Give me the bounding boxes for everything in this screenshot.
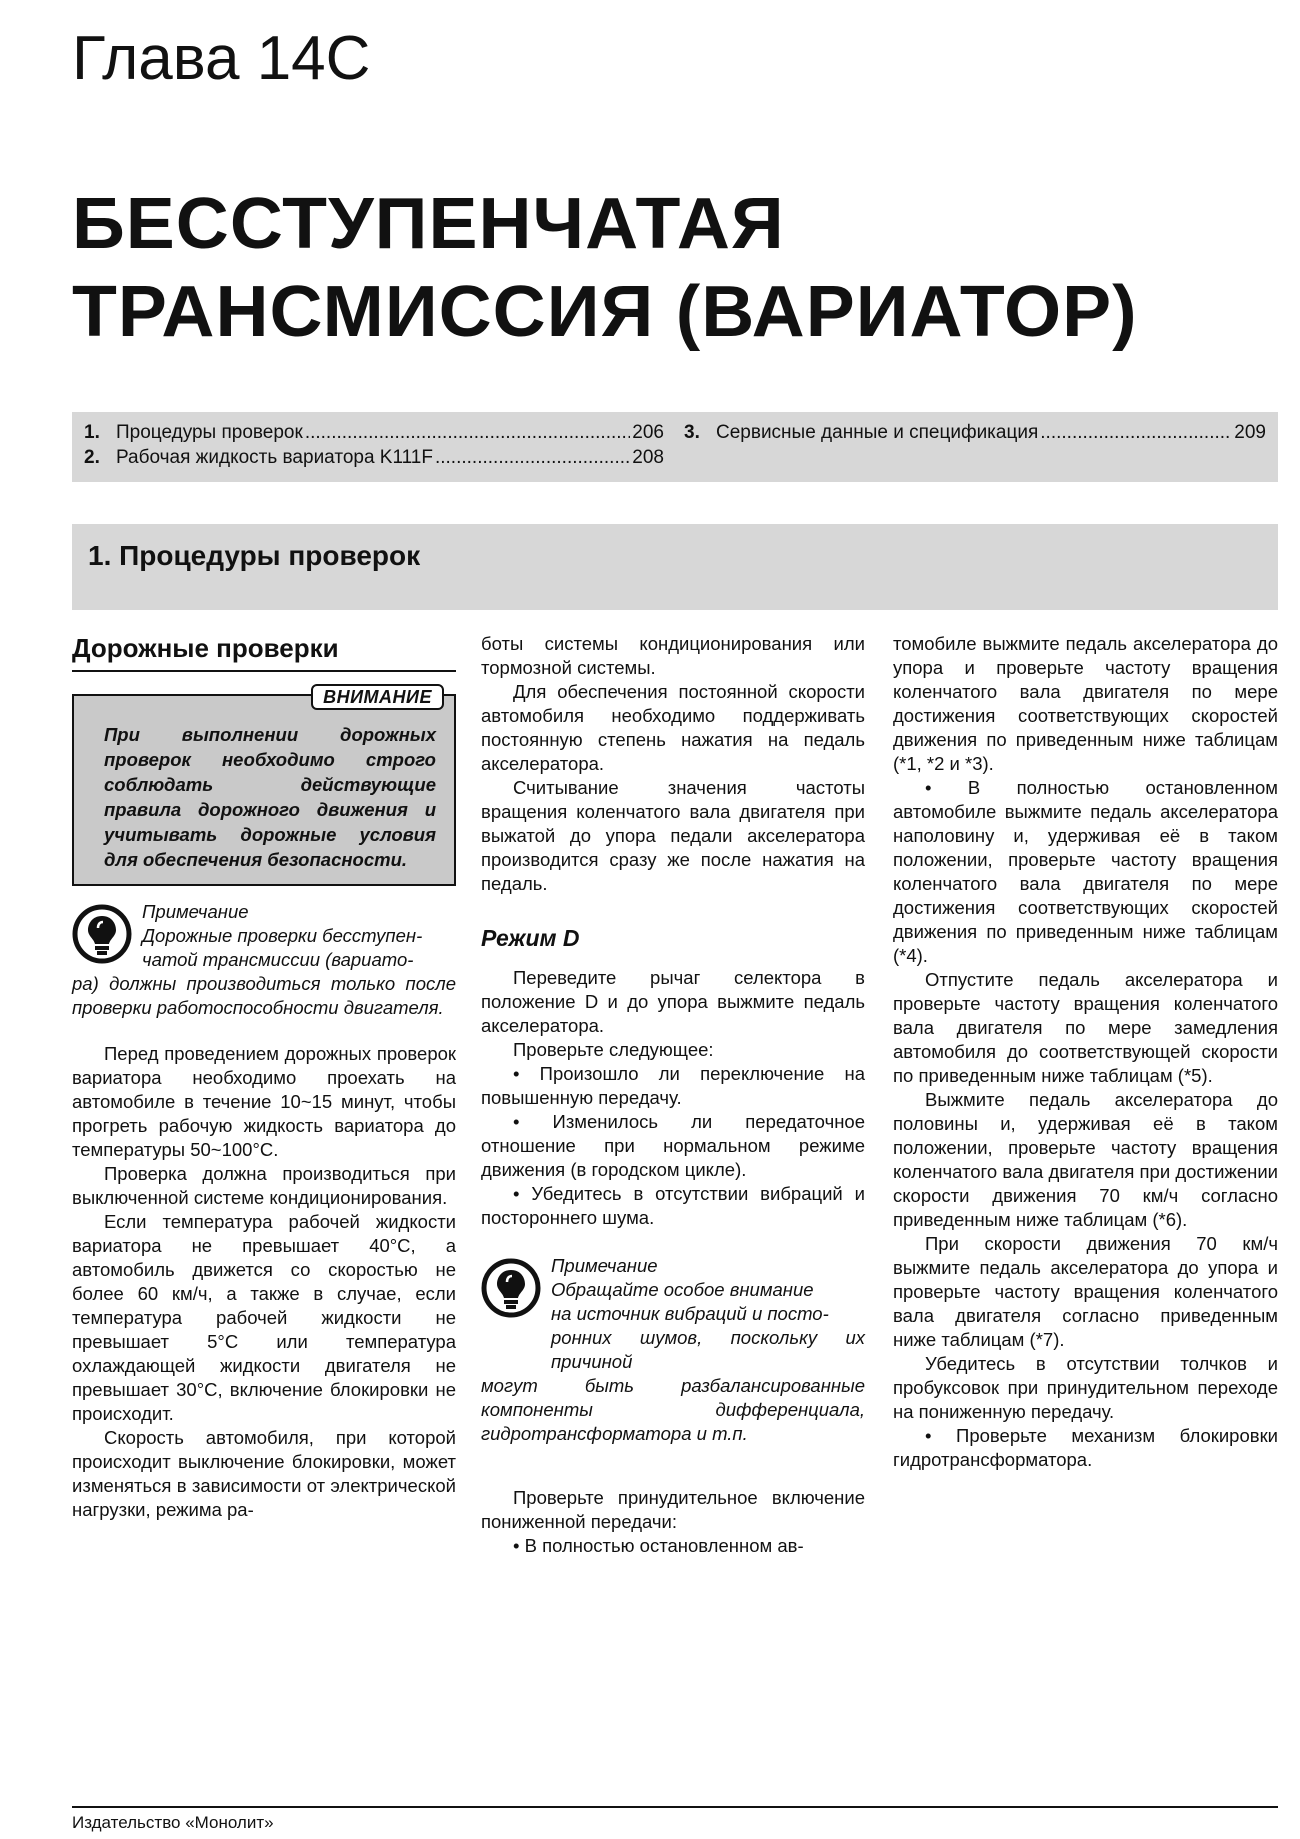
- bullet-item: • Убедитесь в отсутствии вибраций и постороннего шума.: [481, 1183, 865, 1228]
- warning-box: [72, 687, 456, 886]
- paragraph: Считывание значения частоты вращения коленчатого вала двигателя при выжатой до упора педали акселератора производится сразу же после нажатия на педаль.: [481, 777, 865, 894]
- paragraph: Для обеспечения постоянной скорости автомобиля необходимо поддерживать постоянную степень нажатия на педаль акселератора.: [481, 681, 865, 774]
- paragraph: Переведите рычаг селектора в положение D и до упора выжмите педаль акселератора.: [481, 967, 865, 1036]
- toc-item-title: Процедуры проверок: [116, 422, 303, 443]
- paragraph: Перед проведением дорожных проверок вариатора необходимо проехать на автомобиле в течение 10~15 минут, чтобы прогреть рабочую жидкость вариатора до температуры 50~100°С.: [72, 1043, 456, 1160]
- toc-item-title: Сервисные данные и спецификация: [716, 422, 1039, 443]
- note-line: Обращайте особое внимание: [551, 1279, 814, 1300]
- note-line: Дорожные проверки бесступен-: [142, 925, 423, 946]
- text-column-1: [72, 632, 456, 1522]
- paragraph: Выжмите педаль акселератора до половины и, удерживая её в таком положении, проверьте частоту вращения коленчатого вала двигателя при достижении скорости движения 70 км/ч согласно приведенным ниже таблицам (*6).: [893, 1089, 1279, 1230]
- bullet-item: • В полностью остановленном автомобиле выжмите педаль акселератора наполовину и, удерживая её в таком положении, проверьте частоту вращения коленчатого вала двигателя по мере достижения соответствующих скоростей движения по приведенным ниже таблицам (*4).: [893, 777, 1278, 966]
- section-header: [72, 524, 1278, 610]
- paragraph: боты системы кондиционирования или тормозной системы.: [481, 633, 865, 678]
- bullet-item: • В полностью остановленном ав-: [513, 1535, 804, 1556]
- toc-leader-dots: [1040, 422, 1232, 444]
- page-title: [72, 180, 1138, 356]
- bullet-item: • Изменилось ли передаточное отношение при нормальном режиме движения (в городском цикле).: [481, 1111, 865, 1180]
- paragraph: Проверьте следующее:: [513, 1039, 714, 1060]
- toc-item[interactable]: [684, 422, 1266, 447]
- paragraph: При скорости движения 70 км/ч выжмите педаль акселератора до упора и проверьте частоту вращения коленчатого вала двигателя согласно приведенным ниже таблицам (*7).: [893, 1233, 1278, 1350]
- title-line-1: БЕССТУПЕНЧАТАЯ: [72, 184, 785, 264]
- paragraph: Проверьте принудительное включение пониженной передачи:: [481, 1487, 865, 1532]
- paragraph: Проверка должна производиться при выключенной системе кондиционирования.: [72, 1163, 456, 1208]
- note-line: могут быть разбалансированные компоненты дифференциала, гидротрансформатора и т.п.: [481, 1375, 865, 1444]
- title-line-2: ТРАНСМИССИЯ (ВАРИАТОР): [72, 272, 1138, 352]
- toc-leader-dots: [305, 422, 630, 444]
- note-box: [481, 1254, 865, 1446]
- paragraph: Скорость автомобиля, при которой происходит выключение блокировки, может изменяться в зависимости от электрической нагрузки, режима ра-: [72, 1427, 456, 1520]
- footer-divider: [72, 1806, 1278, 1808]
- paragraph: Если температура рабочей жидкости вариатора не превышает 40°С, а автомобиль движется со скоростью не более 60 км/ч, а также в случае, если температура рабочей жидкости не превышает 5°С или температура охлаждающей жидкости двигателя не превышает 30°С, включение блокировки не происходит.: [72, 1211, 456, 1424]
- toc-column-left: [84, 422, 664, 472]
- text-column-3: [893, 632, 1278, 1472]
- toc-item-number: 1.: [84, 422, 100, 443]
- bullet-item: • Произошло ли переключение на повышенную передачу.: [481, 1063, 865, 1108]
- note-line: ронних шумов, поскольку их причиной: [551, 1327, 865, 1372]
- toc-item-number: 3.: [684, 422, 700, 443]
- lightbulb-icon: [72, 904, 132, 964]
- lightbulb-icon: [481, 1258, 541, 1318]
- note-line: ра) должны производиться только после проверки работоспособности двигателя.: [72, 973, 456, 1018]
- chapter-label: Глава 14С: [72, 24, 371, 93]
- table-of-contents: [72, 412, 1278, 482]
- toc-item[interactable]: [84, 422, 664, 447]
- publisher-footer: Издательство «Монолит»: [72, 1813, 274, 1832]
- text-column-2: [481, 632, 865, 1558]
- toc-item-title: Рабочая жидкость вариатора K111F: [116, 447, 433, 468]
- note-label: Примечание: [142, 901, 249, 922]
- section-title: 1. Процедуры проверок: [88, 540, 421, 571]
- mode-heading: Режим D: [481, 925, 580, 951]
- note-box: [72, 900, 456, 1020]
- note-label: Примечание: [551, 1255, 658, 1276]
- paragraph: Убедитесь в отсутствии толчков и пробуксовок при принудительном переходе на пониженную передачу.: [893, 1353, 1278, 1422]
- subsection-heading: Дорожные проверки: [72, 632, 456, 672]
- toc-item-page: 209: [1234, 422, 1266, 443]
- toc-item-page: 208: [632, 447, 664, 468]
- bullet-item: • Проверьте механизм блокировки гидротрансформатора.: [893, 1425, 1278, 1470]
- toc-column-right: [684, 422, 1266, 447]
- toc-leader-dots: [435, 447, 630, 469]
- note-line: чатой трансмиссии (вариато-: [142, 949, 414, 970]
- paragraph: Отпустите педаль акселератора и проверьте частоту вращения коленчатого вала двигателя по мере замедления автомобиля до соответствующей скорости по приведенным ниже таблицам (*5).: [893, 969, 1278, 1086]
- warning-text: При выполнении дорожных проверок необходимо строго соблюдать действующие правила дорожного движения и учитывать дорожные условия для обеспечения безопасности.: [104, 724, 436, 870]
- warning-tag: ВНИМАНИЕ: [311, 684, 444, 710]
- toc-item[interactable]: [84, 447, 664, 472]
- toc-item-page: 206: [632, 422, 664, 443]
- note-line: на источник вибраций и посто-: [551, 1303, 829, 1324]
- toc-item-number: 2.: [84, 447, 100, 468]
- paragraph: томобиле выжмите педаль акселератора до упора и проверьте частоту вращения коленчатого вала двигателя по мере достижения соответствующих скоростей движения по приведенным ниже таблицам (*1, *2 и *3).: [893, 633, 1278, 774]
